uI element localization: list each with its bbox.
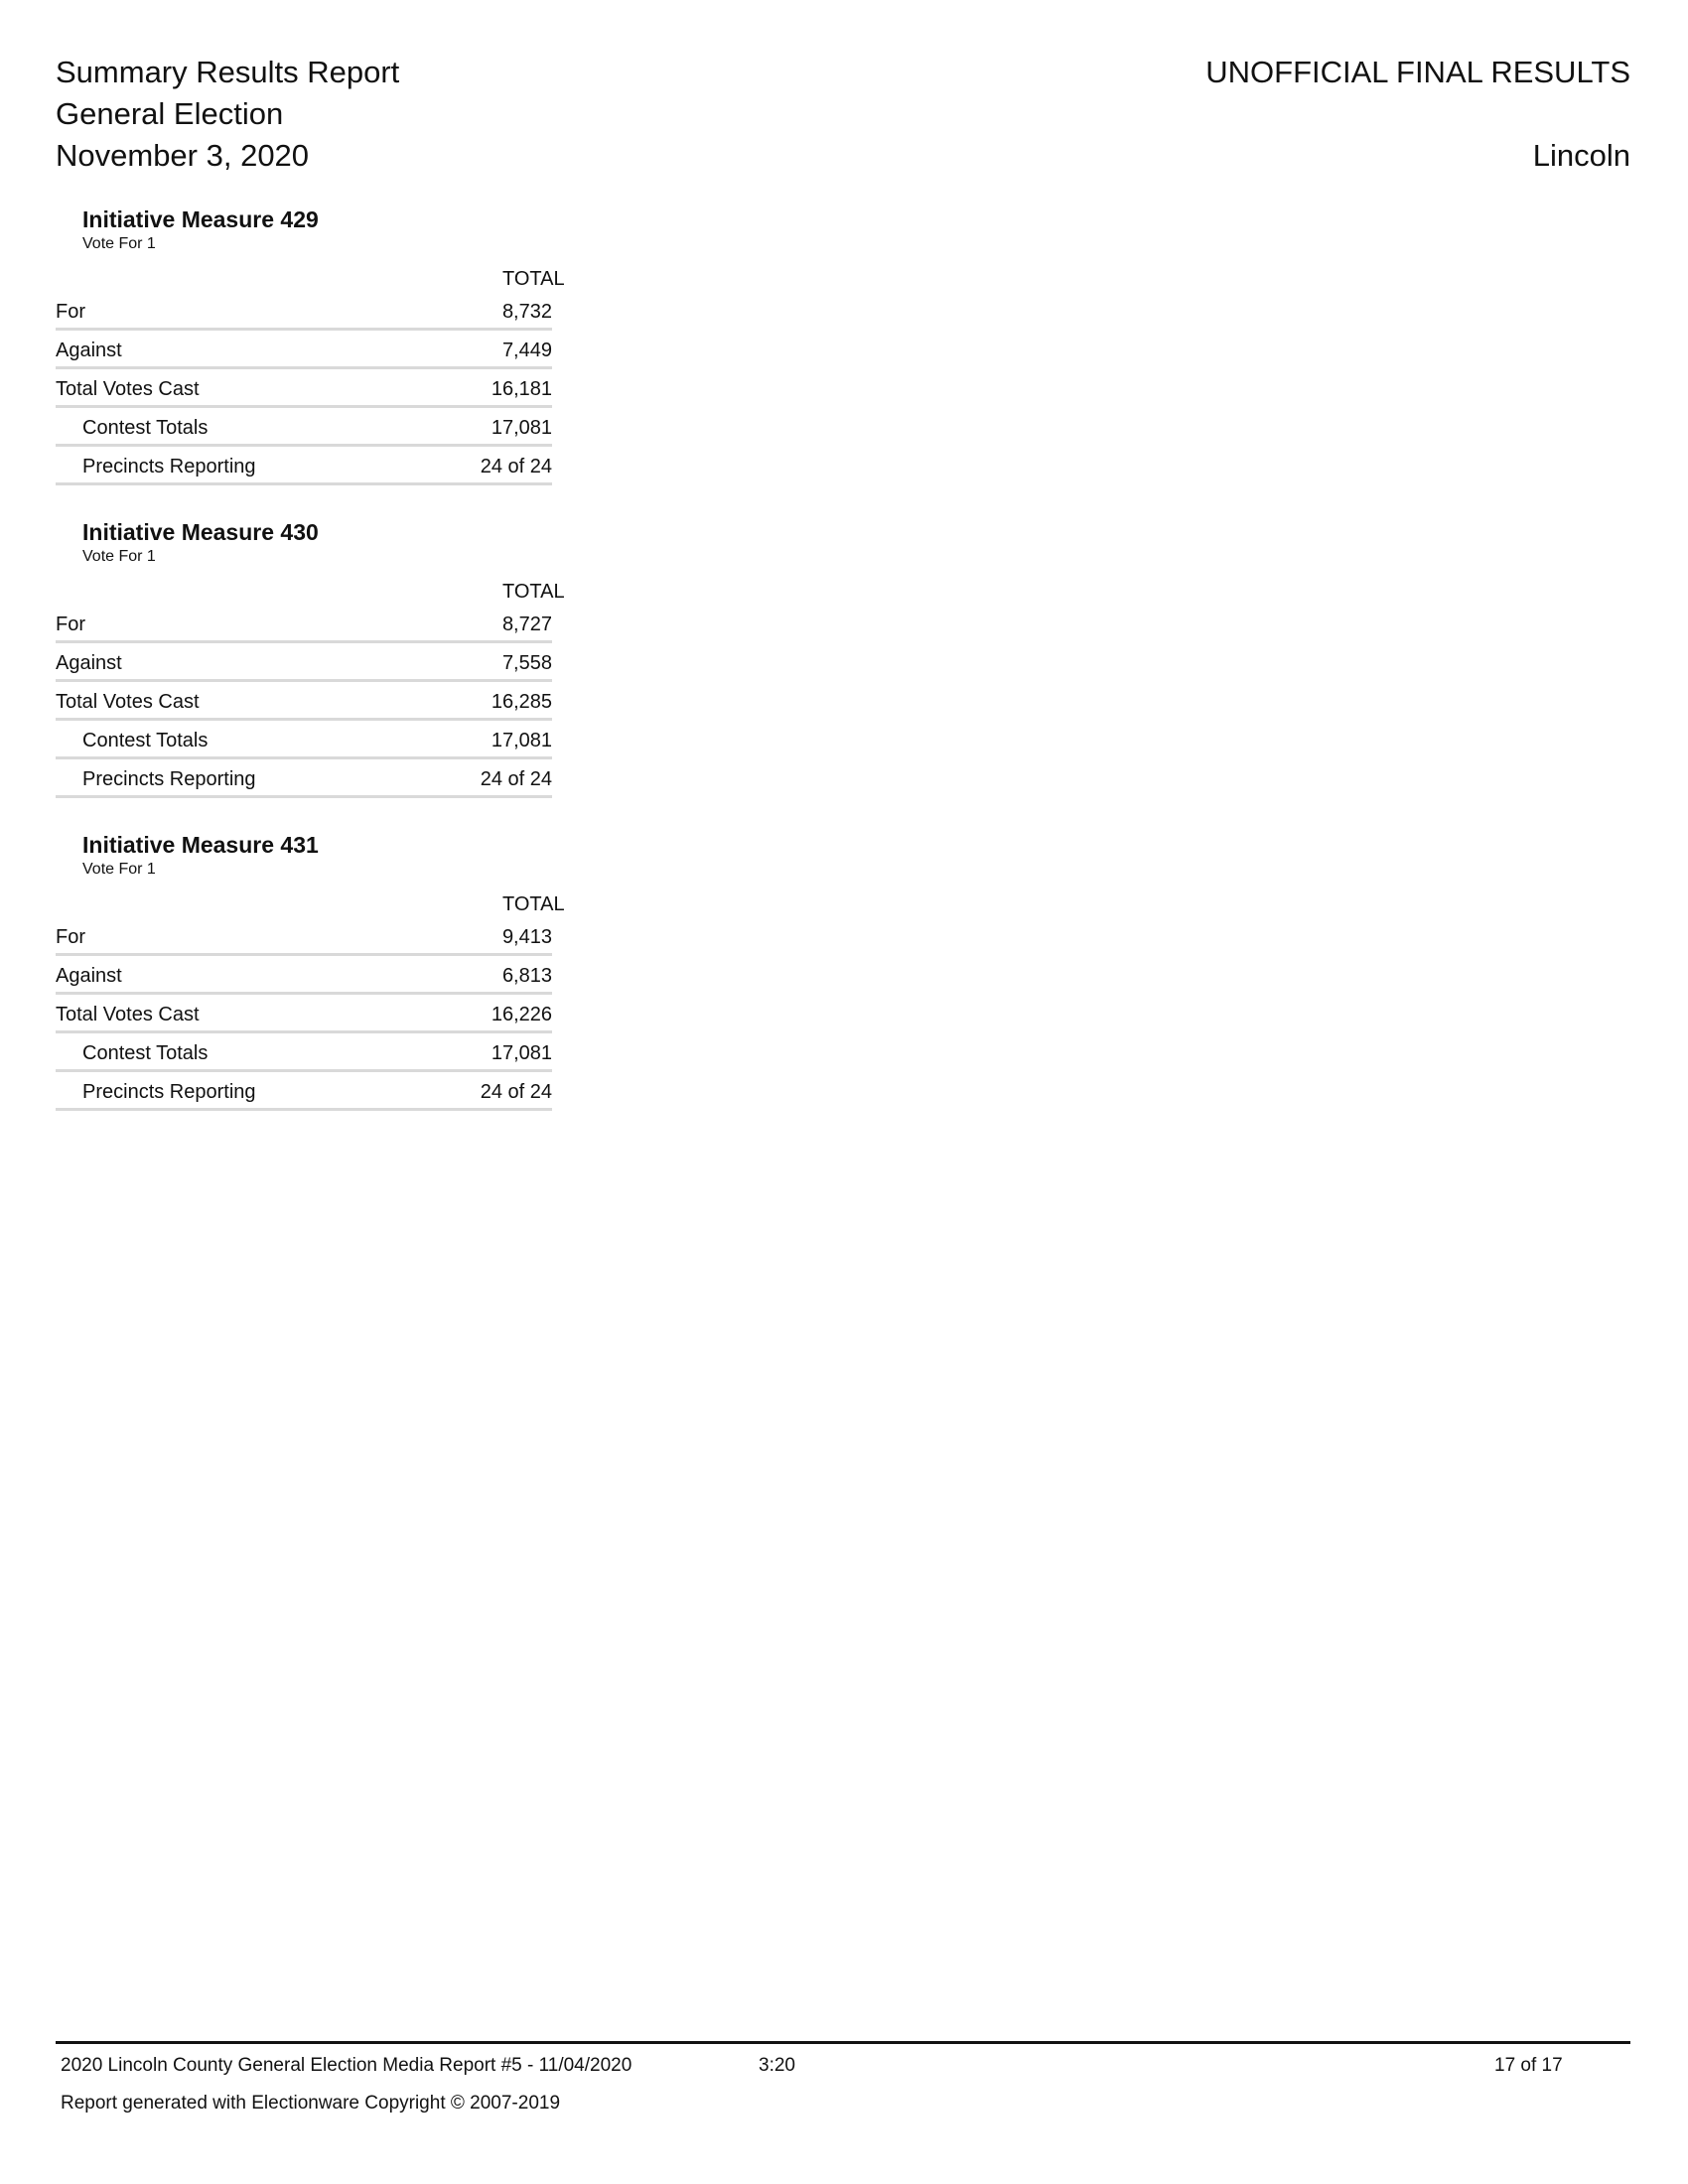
row-label: Precincts Reporting — [82, 456, 256, 478]
row-value: 6,813 — [501, 965, 552, 987]
contest-title: Initiative Measure 429 — [82, 206, 319, 232]
contest-title: Initiative Measure 430 — [82, 519, 319, 545]
result-row-precincts-reporting — [56, 447, 552, 485]
election-date: November 3, 2020 — [56, 138, 310, 173]
row-value: 16,181 — [491, 378, 552, 400]
total-column-header: TOTAL — [502, 893, 565, 915]
report-title: Summary Results Report — [56, 55, 400, 89]
row-value: 17,081 — [491, 417, 552, 439]
row-value: 7,558 — [501, 652, 552, 674]
row-label: Contest Totals — [82, 1042, 209, 1064]
row-label: Total Votes Cast — [56, 378, 200, 400]
row-label: Against — [56, 652, 122, 674]
contest-vote-for: Vote For 1 — [82, 235, 156, 252]
result-row-against — [56, 643, 552, 682]
total-column-header: TOTAL — [502, 268, 565, 290]
result-row-contest-totals — [56, 1033, 552, 1072]
row-label: Against — [56, 965, 122, 987]
row-label: Total Votes Cast — [56, 691, 200, 713]
row-label: For — [56, 926, 85, 948]
result-row-for — [56, 917, 552, 956]
footer-divider — [56, 2041, 1630, 2044]
total-column-header: TOTAL — [502, 581, 565, 603]
footer-report-time: 3:20 — [759, 2055, 795, 2076]
result-row-precincts-reporting — [56, 1072, 552, 1111]
row-label: Contest Totals — [82, 417, 209, 439]
row-label: Precincts Reporting — [82, 1081, 256, 1103]
row-value: 9,413 — [501, 926, 552, 948]
footer-page-number: 17 of 17 — [1494, 2055, 1563, 2076]
row-value: 16,285 — [491, 691, 552, 713]
contest-vote-for: Vote For 1 — [82, 548, 156, 565]
row-value: 17,081 — [491, 1042, 552, 1064]
row-value: 7,449 — [501, 340, 552, 361]
result-row-precincts-reporting — [56, 759, 552, 798]
row-value: 24 of 24 — [480, 768, 552, 790]
jurisdiction-name: Lincoln — [1532, 138, 1630, 173]
result-row-total-votes-cast — [56, 369, 552, 408]
row-value: 17,081 — [491, 730, 552, 751]
result-row-against — [56, 331, 552, 369]
footer-report-name: 2020 Lincoln County General Election Media Report #5 - 11/04/2020 — [61, 2055, 633, 2076]
result-row-for — [56, 292, 552, 331]
contest-title: Initiative Measure 431 — [82, 832, 319, 858]
result-row-for — [56, 605, 552, 643]
row-label: Against — [56, 340, 122, 361]
footer-copyright: Report generated with Electionware Copyright © 2007-2019 — [61, 2093, 561, 2114]
result-row-contest-totals — [56, 408, 552, 447]
results-status: UNOFFICIAL FINAL RESULTS — [1205, 55, 1630, 89]
report-header — [56, 52, 399, 177]
row-label: For — [56, 614, 85, 635]
row-value: 16,226 — [491, 1004, 552, 1025]
row-value: 24 of 24 — [480, 1081, 552, 1103]
row-label: Precincts Reporting — [82, 768, 256, 790]
row-label: Contest Totals — [82, 730, 209, 751]
row-value: 24 of 24 — [480, 456, 552, 478]
row-label: Total Votes Cast — [56, 1004, 200, 1025]
result-row-against — [56, 956, 552, 995]
result-row-contest-totals — [56, 721, 552, 759]
row-value: 8,727 — [501, 614, 552, 635]
row-value: 8,732 — [501, 301, 552, 323]
election-name: General Election — [56, 96, 284, 131]
result-row-total-votes-cast — [56, 995, 552, 1033]
contest-vote-for: Vote For 1 — [82, 861, 156, 878]
result-row-total-votes-cast — [56, 682, 552, 721]
row-label: For — [56, 301, 85, 323]
